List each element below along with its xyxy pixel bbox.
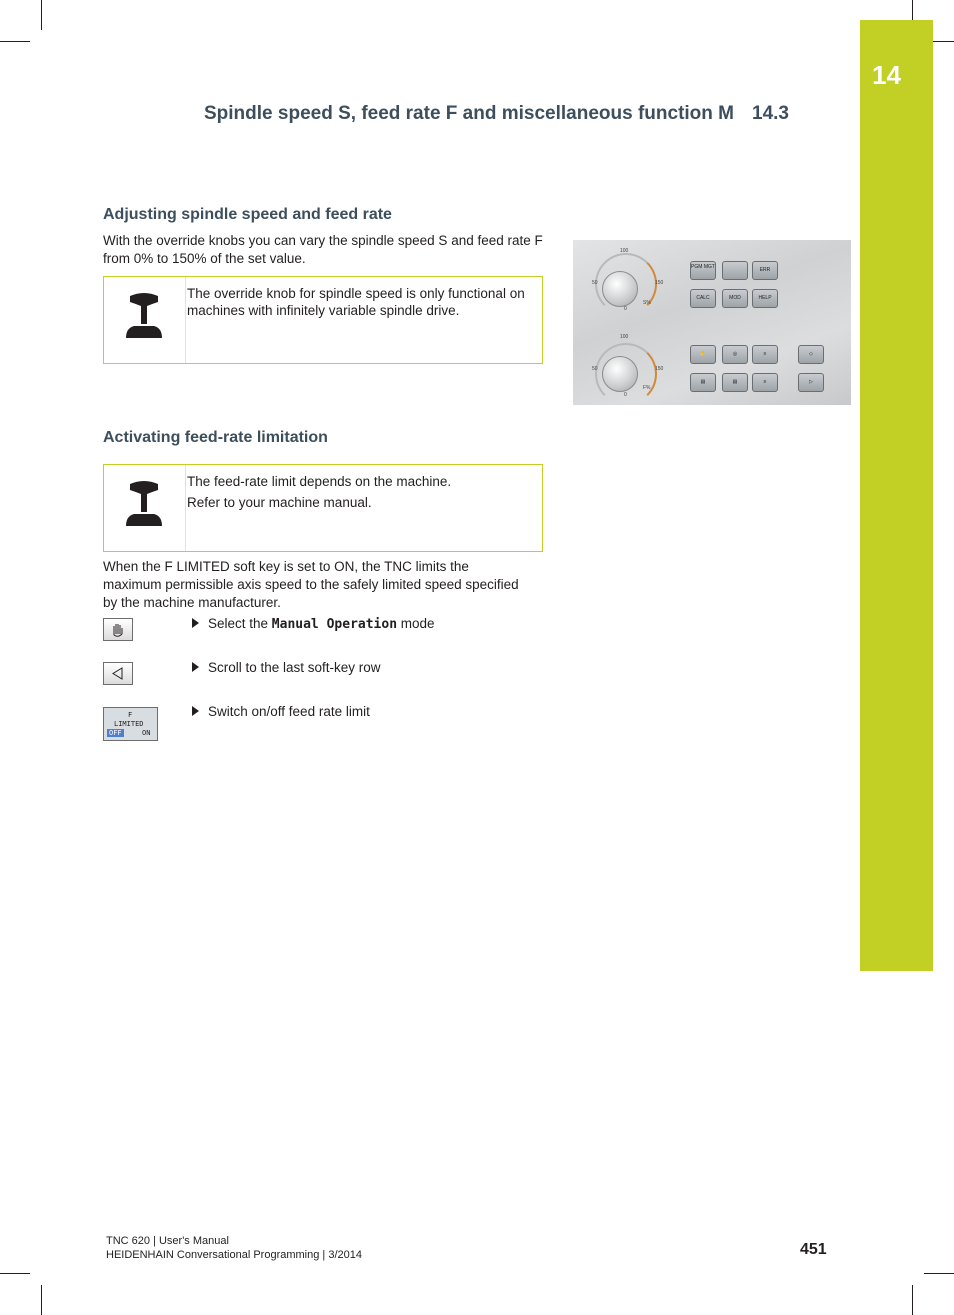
feed-symbol: F% (643, 385, 651, 391)
mod-button: MOD (722, 289, 748, 308)
handwheel-key-icon: ◎ (722, 345, 748, 364)
dial-tick-label: 0 (624, 392, 627, 398)
step-arrow-icon (192, 662, 199, 672)
arrow-left-icon (104, 663, 132, 684)
scroll-softkey-row-key (103, 662, 133, 685)
running-head (204, 103, 789, 125)
dial-tick-label: 50 (592, 280, 598, 286)
edit-key-icon: ▷ (798, 373, 824, 392)
note-text: The override knob for spindle speed is only functional on machines with infinitely variable spindle drive. (187, 286, 525, 318)
step-text: Switch on/off feed rate limit (208, 704, 370, 719)
footer-line1: TNC 620 | User's Manual (106, 1235, 229, 1247)
positioning-key-icon: ≡ (752, 345, 778, 364)
dial-tick-label: 0 (624, 306, 627, 312)
crop-mark (0, 41, 30, 42)
dial-tick-label: 150 (655, 366, 664, 372)
dial-tick-label: 100 (620, 248, 629, 254)
control-panel-photo (573, 240, 851, 405)
footer (106, 1234, 362, 1262)
softkey-line1: F (128, 711, 133, 719)
calc-button: CALC (690, 289, 716, 308)
dial-tick-label: 150 (655, 280, 664, 286)
spindle-symbol: S% (643, 300, 651, 306)
dial-tick-label: 50 (592, 366, 598, 372)
crop-mark (924, 1273, 954, 1274)
spindle-override-knob (602, 271, 638, 307)
softkey-line2: LIMITED (114, 720, 144, 728)
step-text: Select the (208, 616, 272, 631)
page-number: 451 (800, 1241, 827, 1258)
section-body: With the override knobs you can vary the spindle speed S and feed rate F from 0% to 150% of the set value. (103, 233, 543, 266)
note-text: Refer to your machine manual. (187, 495, 372, 510)
caution-hand-icon (122, 288, 166, 338)
softkey-on: ON (142, 729, 151, 737)
hand-icon (104, 619, 132, 640)
note-divider (185, 277, 186, 363)
manual-operation-key (103, 618, 133, 641)
step-arrow-icon (192, 618, 199, 628)
step-arrow-icon (192, 706, 199, 716)
manual-mode-key-icon: ✋ (690, 345, 716, 364)
blank-button (722, 261, 748, 280)
dial-tick-label: 100 (620, 334, 629, 340)
err-button: ERR (752, 261, 778, 280)
section-body: When the F LIMITED soft key is set to ON, the TNC limits the maximum permissible axis speed to the safely limited speed specified by the machine manufacturer. (103, 559, 519, 610)
running-head-title: Spindle speed S, feed rate F and miscellaneous function M (204, 103, 734, 124)
footer-line2: HEIDENHAIN Conversational Programming | 3/2014 (106, 1249, 362, 1261)
crop-mark (912, 0, 913, 20)
crop-mark (41, 1285, 42, 1315)
note-box (103, 276, 543, 364)
single-block-key-icon: ▤ (690, 373, 716, 392)
step-item (192, 660, 381, 675)
section-heading: Activating feed-rate limitation (103, 429, 328, 446)
chapter-number: 14 (872, 60, 901, 90)
step-item (192, 704, 370, 719)
program-run-key-icon: ◇ (798, 345, 824, 364)
running-head-section: 14.3 (752, 103, 789, 124)
softkey-off: OFF (109, 729, 122, 737)
caution-hand-icon (122, 476, 166, 526)
crop-mark (0, 1273, 30, 1274)
crop-mark (41, 0, 42, 30)
feed-override-knob (602, 356, 638, 392)
f-limited-softkey (103, 707, 158, 741)
step-item (192, 616, 435, 632)
chapter-tab (860, 20, 933, 971)
crop-mark (912, 1285, 913, 1315)
step-text: mode (397, 616, 435, 631)
help-button: HELP (752, 289, 778, 308)
section-heading: Adjusting spindle speed and feed rate (103, 206, 392, 223)
test-run-key-icon: ≡ (752, 373, 778, 392)
full-sequence-key-icon: ▤ (722, 373, 748, 392)
note-divider (185, 465, 186, 551)
pgm-mgt-button: PGM MGT (690, 261, 716, 280)
step-mode-name: Manual Operation (271, 617, 398, 632)
step-text: Scroll to the last soft-key row (208, 660, 381, 675)
note-box (103, 464, 543, 552)
note-text: The feed-rate limit depends on the machine. (187, 474, 452, 489)
